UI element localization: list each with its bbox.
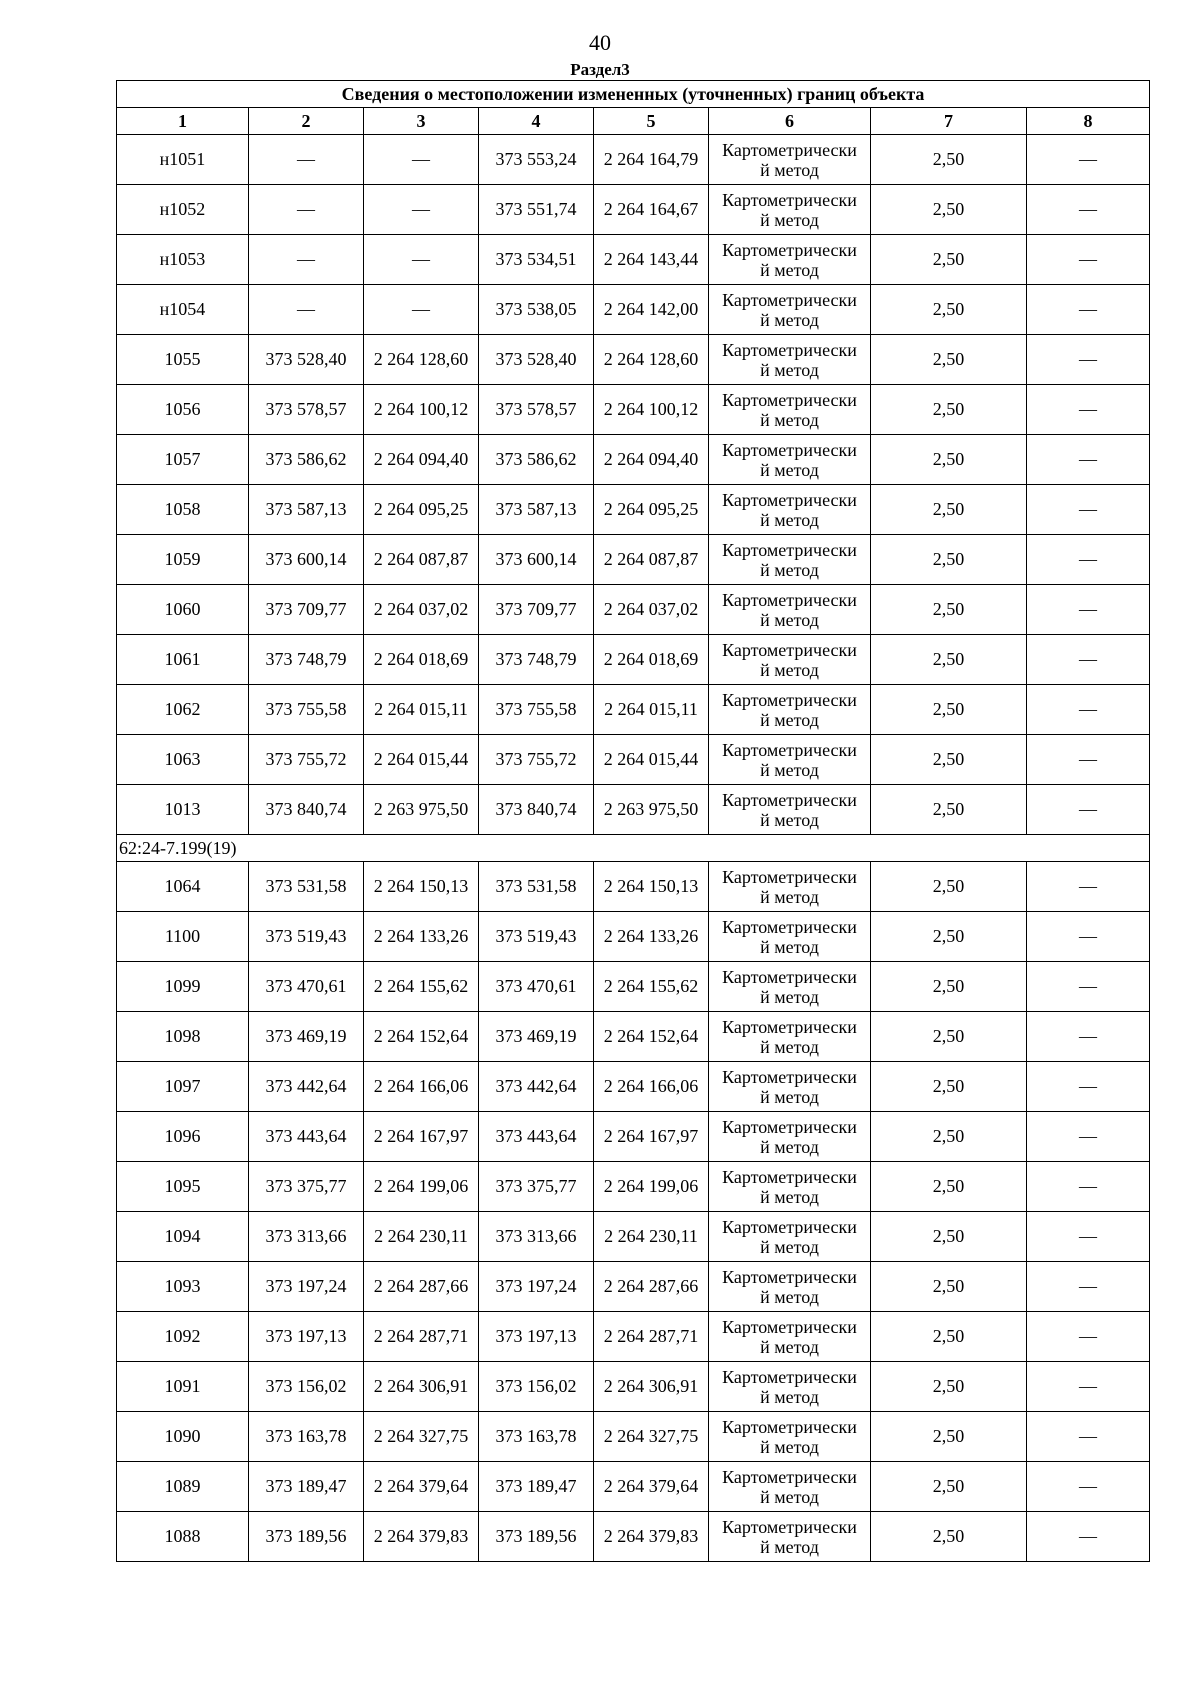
table-cell: 2 264 037,02 [364,585,479,635]
table-cell: 373 755,58 [249,685,364,735]
table-cell: 2 264 166,06 [594,1062,709,1112]
table-cell: 2 264 087,87 [594,535,709,585]
table-cell: — [1027,1062,1150,1112]
table-cell: 2 264 199,06 [364,1162,479,1212]
table-cell: 2 264 128,60 [594,335,709,385]
table-cell: 373 587,13 [479,485,594,535]
table-cell: 2,50 [871,685,1027,735]
method-cell: Картометрически й метод [709,735,871,785]
table-cell: — [1027,1462,1150,1512]
method-cell: Картометрически й метод [709,385,871,435]
group-row [117,835,1150,862]
table-row [117,135,1150,185]
table-cell: — [1027,335,1150,385]
method-cell: Картометрически й метод [709,1462,871,1512]
table-cell: 2,50 [871,735,1027,785]
table-cell: 2,50 [871,485,1027,535]
table-cell: 373 587,13 [249,485,364,535]
boundary-table [116,80,1150,1562]
column-header: 7 [871,108,1027,135]
table-cell: 2 264 133,26 [364,912,479,962]
table-cell: — [1027,135,1150,185]
table-cell: 373 313,66 [249,1212,364,1262]
table-cell: 2,50 [871,235,1027,285]
table-cell: 2 264 018,69 [594,635,709,685]
table-cell: — [1027,635,1150,685]
method-cell: Картометрически й метод [709,862,871,912]
table-cell: н1051 [117,135,249,185]
table-cell: 2,50 [871,185,1027,235]
table-row [117,335,1150,385]
table-cell: 2 264 100,12 [364,385,479,435]
table-cell: 2,50 [871,1162,1027,1212]
table-cell: 2,50 [871,285,1027,335]
table-cell: 373 375,77 [249,1162,364,1212]
table-row [117,1062,1150,1112]
table-cell: 373 709,77 [479,585,594,635]
table-cell: 373 578,57 [479,385,594,435]
table-cell: — [1027,1212,1150,1262]
table-row [117,235,1150,285]
table-cell: 2 263 975,50 [364,785,479,835]
table-row [117,1462,1150,1512]
method-cell: Картометрически й метод [709,485,871,535]
table-cell: — [1027,1412,1150,1462]
table-cell: 2 264 133,26 [594,912,709,962]
table-cell: 373 189,56 [249,1512,364,1562]
table-cell: 2,50 [871,1112,1027,1162]
table-cell: 2,50 [871,635,1027,685]
table-cell: 2 264 327,75 [594,1412,709,1462]
table-cell: — [1027,785,1150,835]
table-cell: — [1027,535,1150,585]
table-cell: 2 264 287,71 [594,1312,709,1362]
table-cell: 373 586,62 [479,435,594,485]
table-cell: 1058 [117,485,249,535]
method-cell: Картометрически й метод [709,185,871,235]
table-cell: 2,50 [871,1012,1027,1062]
method-cell: Картометрически й метод [709,912,871,962]
table-cell: 2 264 287,71 [364,1312,479,1362]
table-cell: н1052 [117,185,249,235]
table-cell: — [364,185,479,235]
table-row [117,1162,1150,1212]
method-cell: Картометрически й метод [709,535,871,585]
table-cell: 1056 [117,385,249,435]
table-row [117,1262,1150,1312]
column-header: 8 [1027,108,1150,135]
group-label: 62:24-7.199(19) [117,835,1150,862]
table-caption-row [117,81,1150,108]
table-cell: 2 264 015,11 [364,685,479,735]
table-caption: Сведения о местоположении измененных (уточненных) границ объекта [117,81,1150,108]
table-cell: 373 748,79 [249,635,364,685]
table-cell: 2 264 166,06 [364,1062,479,1112]
table-row [117,585,1150,635]
table-cell: — [249,185,364,235]
method-cell: Картометрически й метод [709,235,871,285]
column-header: 5 [594,108,709,135]
method-cell: Картометрически й метод [709,1512,871,1562]
table-cell: 373 586,62 [249,435,364,485]
table-cell: 2 264 167,97 [364,1112,479,1162]
table-cell: 1013 [117,785,249,835]
table-row [117,912,1150,962]
table-cell: 373 528,40 [479,335,594,385]
method-cell: Картометрически й метод [709,1312,871,1362]
table-cell: 2 264 155,62 [594,962,709,1012]
table-cell: 1091 [117,1362,249,1412]
table-cell: 2 264 037,02 [594,585,709,635]
column-header: 2 [249,108,364,135]
table-cell: 1098 [117,1012,249,1062]
table-cell: 1063 [117,735,249,785]
table-cell: 2 264 095,25 [364,485,479,535]
table-cell: 1100 [117,912,249,962]
method-cell: Картометрически й метод [709,1112,871,1162]
table-cell: — [1027,735,1150,785]
table-cell: 2 264 379,83 [364,1512,479,1562]
table-cell: 2,50 [871,435,1027,485]
table-cell: 373 197,24 [249,1262,364,1312]
table-cell: 2,50 [871,385,1027,435]
table-cell: 373 156,02 [479,1362,594,1412]
table-cell: 2 264 167,97 [594,1112,709,1162]
table-cell: 373 531,58 [479,862,594,912]
method-cell: Картометрически й метод [709,785,871,835]
table-cell: 373 197,13 [249,1312,364,1362]
table-row [117,635,1150,685]
table-cell: 373 443,64 [479,1112,594,1162]
table-body [117,135,1150,1562]
method-cell: Картометрически й метод [709,685,871,735]
table-cell: 373 197,13 [479,1312,594,1362]
table-cell: — [364,135,479,185]
table-cell: 373 755,72 [249,735,364,785]
table-cell: 2 264 100,12 [594,385,709,435]
table-cell: — [1027,1362,1150,1412]
table-cell: 373 442,64 [249,1062,364,1112]
table-cell: 1094 [117,1212,249,1262]
table-cell: 2,50 [871,1362,1027,1412]
table-cell: 373 531,58 [249,862,364,912]
method-cell: Картометрически й метод [709,285,871,335]
table-cell: 2 264 015,44 [364,735,479,785]
table-cell: 373 469,19 [249,1012,364,1062]
table-cell: — [1027,285,1150,335]
table-cell: 2 264 379,64 [594,1462,709,1512]
table-cell: 2 264 199,06 [594,1162,709,1212]
column-header: 4 [479,108,594,135]
table-cell: 2,50 [871,535,1027,585]
method-cell: Картометрически й метод [709,1012,871,1062]
table-cell: 2 264 087,87 [364,535,479,585]
table-cell: 373 189,56 [479,1512,594,1562]
table-cell: 373 709,77 [249,585,364,635]
table-cell: 2 264 230,11 [594,1212,709,1262]
method-cell: Картометрически й метод [709,435,871,485]
table-cell: — [1027,435,1150,485]
table-cell: 2 264 128,60 [364,335,479,385]
table-cell: 373 189,47 [249,1462,364,1512]
table-cell: — [1027,1112,1150,1162]
table-cell: — [1027,235,1150,285]
table-cell: — [1027,385,1150,435]
table-cell: 2,50 [871,1212,1027,1262]
table-cell: 373 156,02 [249,1362,364,1412]
table-cell: — [249,235,364,285]
table-row [117,1312,1150,1362]
table-cell: 1093 [117,1262,249,1312]
table-cell: — [249,285,364,335]
method-cell: Картометрически й метод [709,135,871,185]
table-cell: 373 755,72 [479,735,594,785]
table-cell: н1053 [117,235,249,285]
table-cell: 373 755,58 [479,685,594,735]
table-cell: 2 264 094,40 [594,435,709,485]
table-cell: — [1027,485,1150,535]
table-cell: 2 264 379,64 [364,1462,479,1512]
table-cell: — [1027,1262,1150,1312]
table-cell: 373 442,64 [479,1062,594,1112]
table-cell: 2,50 [871,912,1027,962]
table-row [117,285,1150,335]
table-cell: 2 264 164,67 [594,185,709,235]
table-cell: 373 375,77 [479,1162,594,1212]
table-cell: 2 264 142,00 [594,285,709,335]
table-row [117,1012,1150,1062]
table-cell: 2 264 155,62 [364,962,479,1012]
method-cell: Картометрически й метод [709,1062,871,1112]
table-cell: 2,50 [871,1462,1027,1512]
table-cell: — [1027,1512,1150,1562]
method-cell: Картометрически й метод [709,1162,871,1212]
table-cell: 1060 [117,585,249,635]
table-cell: 2,50 [871,585,1027,635]
table-cell: 1090 [117,1412,249,1462]
column-header: 6 [709,108,871,135]
table-cell: — [1027,185,1150,235]
table-cell: 373 840,74 [479,785,594,835]
table-cell: 1096 [117,1112,249,1162]
table-cell: — [1027,912,1150,962]
table-cell: 2 264 150,13 [364,862,479,912]
table-cell: 2 264 018,69 [364,635,479,685]
method-cell: Картометрически й метод [709,635,871,685]
table-cell: 1061 [117,635,249,685]
table-cell: 2,50 [871,135,1027,185]
table-cell: н1054 [117,285,249,335]
page-number: 40 [589,30,611,55]
table-row [117,1112,1150,1162]
table-cell: 2 264 143,44 [594,235,709,285]
method-cell: Картометрически й метод [709,1262,871,1312]
table-row [117,535,1150,585]
table-cell: 2 264 152,64 [364,1012,479,1062]
table-cell: 2,50 [871,962,1027,1012]
table-row [117,435,1150,485]
table-cell: 373 519,43 [479,912,594,962]
table-row [117,685,1150,735]
table-cell: — [364,285,479,335]
table-cell: 1092 [117,1312,249,1362]
table-cell: 2 264 015,44 [594,735,709,785]
method-cell: Картометрически й метод [709,1362,871,1412]
table-row [117,785,1150,835]
table-cell: 2 264 015,11 [594,685,709,735]
table-cell: — [1027,962,1150,1012]
table-row [117,185,1150,235]
table-row [117,862,1150,912]
table-cell: 373 163,78 [249,1412,364,1462]
table-cell: 2,50 [871,1262,1027,1312]
table-cell: — [1027,685,1150,735]
table-cell: — [1027,1312,1150,1362]
method-cell: Картометрически й метод [709,585,871,635]
table-cell: 373 470,61 [249,962,364,1012]
table-cell: 2,50 [871,1312,1027,1362]
table-cell: — [1027,1012,1150,1062]
table-cell: 373 551,74 [479,185,594,235]
table-cell: 373 528,40 [249,335,364,385]
table-cell: 2 264 150,13 [594,862,709,912]
column-header-row [117,108,1150,135]
table-cell: 2 264 095,25 [594,485,709,535]
method-cell: Картометрически й метод [709,335,871,385]
table-cell: 2,50 [871,862,1027,912]
section-title: Раздел3 [570,60,630,79]
table-cell: — [1027,862,1150,912]
column-header: 3 [364,108,479,135]
method-cell: Картометрически й метод [709,962,871,1012]
table-cell: — [1027,585,1150,635]
table-cell: 2 264 379,83 [594,1512,709,1562]
table-cell: 373 748,79 [479,635,594,685]
table-cell: 1089 [117,1462,249,1512]
table-row [117,485,1150,535]
table-cell: 373 600,14 [249,535,364,585]
table-cell: 373 189,47 [479,1462,594,1512]
table-cell: 373 519,43 [249,912,364,962]
table-cell: 373 534,51 [479,235,594,285]
table-cell: 2 264 306,91 [364,1362,479,1412]
table-cell: 2 264 230,11 [364,1212,479,1262]
column-header: 1 [117,108,249,135]
table-cell: 1097 [117,1062,249,1112]
table-cell: 2 264 152,64 [594,1012,709,1062]
table-cell: 1062 [117,685,249,735]
method-cell: Картометрически й метод [709,1212,871,1262]
table-cell: 373 553,24 [479,135,594,185]
table-cell: — [364,235,479,285]
table-row [117,1412,1150,1462]
table-row [117,1512,1150,1562]
table-cell: 2,50 [871,335,1027,385]
table-cell: 373 313,66 [479,1212,594,1262]
table-cell: 373 470,61 [479,962,594,1012]
table-row [117,962,1150,1012]
table-cell: 2 264 164,79 [594,135,709,185]
table-row [117,1362,1150,1412]
table-cell: 1064 [117,862,249,912]
table-cell: 1055 [117,335,249,385]
table-cell: 2,50 [871,1512,1027,1562]
table-cell: — [1027,1162,1150,1212]
table-cell: 1057 [117,435,249,485]
table-cell: 2 263 975,50 [594,785,709,835]
table-cell: 2 264 327,75 [364,1412,479,1462]
table-cell: 2,50 [871,785,1027,835]
method-cell: Картометрически й метод [709,1412,871,1462]
table-cell: 1088 [117,1512,249,1562]
table-cell: 373 197,24 [479,1262,594,1312]
table-cell: 373 538,05 [479,285,594,335]
table-cell: — [249,135,364,185]
table-cell: 1095 [117,1162,249,1212]
table-cell: 373 443,64 [249,1112,364,1162]
table-cell: 2 264 094,40 [364,435,479,485]
table-cell: 2,50 [871,1062,1027,1112]
table-cell: 373 840,74 [249,785,364,835]
table-cell: 2 264 287,66 [594,1262,709,1312]
table-row [117,1212,1150,1262]
table-cell: 2 264 306,91 [594,1362,709,1412]
table-cell: 373 469,19 [479,1012,594,1062]
table-cell: 1099 [117,962,249,1012]
table-row [117,735,1150,785]
table-cell: 373 600,14 [479,535,594,585]
table-cell: 1059 [117,535,249,585]
table-cell: 2,50 [871,1412,1027,1462]
table-cell: 373 578,57 [249,385,364,435]
table-cell: 373 163,78 [479,1412,594,1462]
table-cell: 2 264 287,66 [364,1262,479,1312]
table-row [117,385,1150,435]
